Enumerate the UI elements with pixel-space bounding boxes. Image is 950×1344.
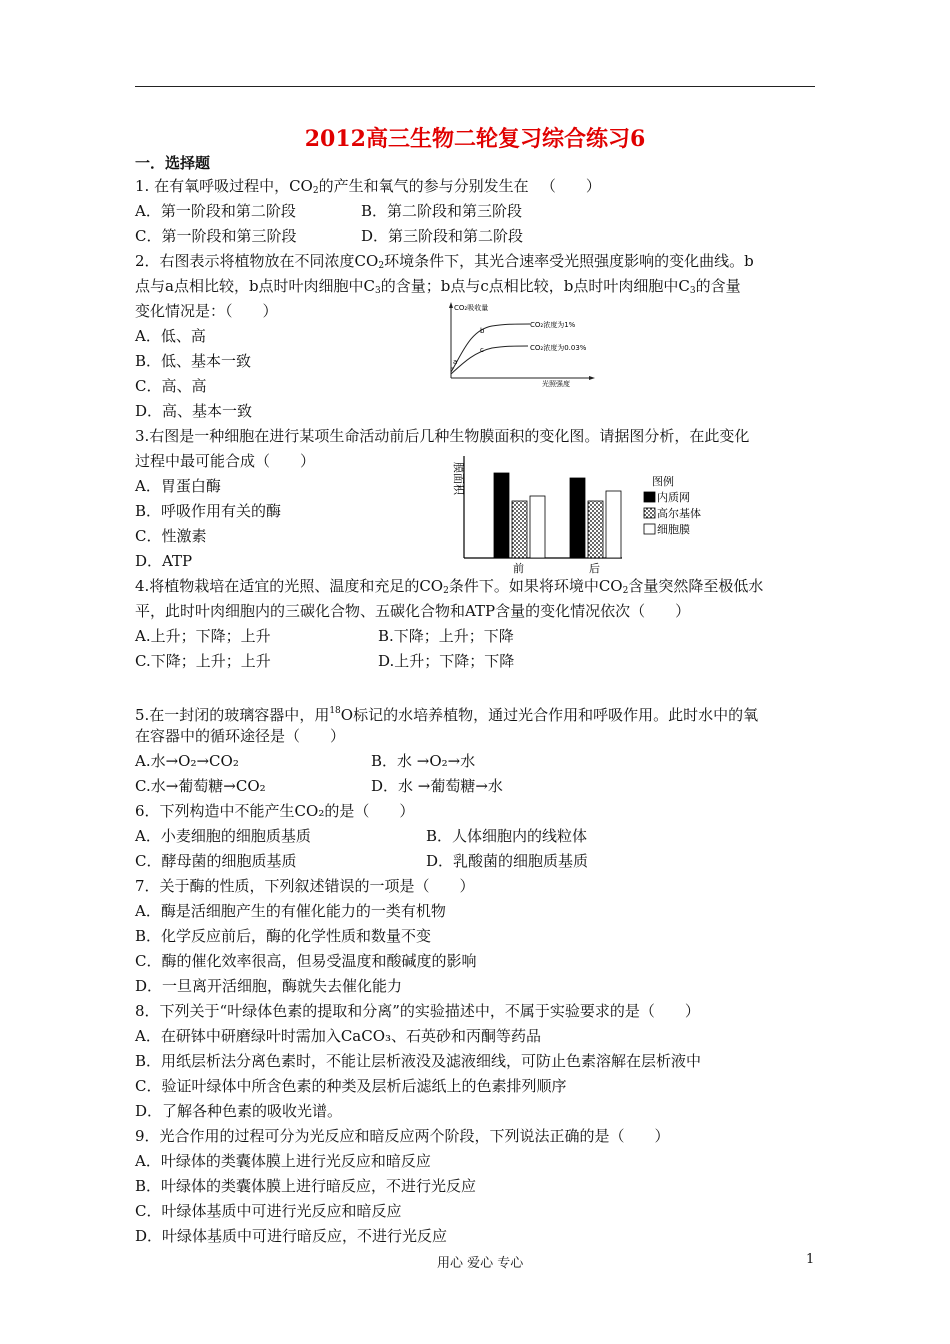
q6-option-a: A．小麦细胞的细胞质基质 (135, 827, 311, 845)
bar-细胞膜-前 (530, 496, 545, 558)
q3-option-c: C．性激素 (135, 527, 207, 545)
q4-stem-line1: 4.将植物栽培在适宜的光照、温度和充足的$CO_2$条件下。如果将环境中$CO_2$含量突然降至极低水 (135, 577, 764, 596)
q8-stem: 8．下列关于“叶绿体色素的提取和分离”的实验描述中，不属于实验要求的是（ ） (135, 1002, 700, 1020)
q5-option-c: C.水→葡萄糖→CO₂ (135, 777, 266, 795)
q4-option-d: D.上升；下降；下降 (378, 652, 515, 670)
q4-option-b: B.下降；上升；下降 (378, 627, 514, 645)
curve-low-label: CO₂浓度为0.03% (530, 344, 587, 352)
q3-option-a: A．胃蛋白酶 (135, 477, 221, 495)
q5-option-b: B．水 →O₂→水 (371, 752, 476, 770)
q5-stem-line1: 5.在一封闭的玻璃容器中，用$^{18}$O标记的水培养植物，通过光合作用和呼吸作用。此时水中的氧 (135, 706, 759, 724)
q3-option-b: B．呼吸作用有关的酶 (135, 502, 282, 520)
q5-stem-line2: 在容器中的循环途径是（ ） (135, 727, 346, 745)
q1-stem: 1. 在有氧呼吸过程中，$CO_2$的产生和氧气的参与分别发生在 （ ） (135, 177, 601, 196)
q1-option-c: C．第一阶段和第三阶段 (135, 227, 297, 245)
q6-option-d: D．乳酸菌的细胞质基质 (426, 852, 589, 870)
q8-option-a: A．在研钵中研磨绿叶时需加入CaCO₃、石英砂和丙酮等药品 (135, 1027, 542, 1045)
category-label: 后 (589, 562, 600, 575)
q3-stem-line2: 过程中最可能合成（ ） (135, 452, 316, 470)
curve-low-co2 (451, 346, 528, 374)
bar-高尔基体-后 (588, 501, 603, 558)
point-b-label: b (480, 327, 485, 335)
q7-option-a: A．酶是活细胞产生的有催化能力的一类有机物 (135, 902, 446, 920)
point-c-label: c (480, 346, 484, 354)
q3-option-d: D．ATP (135, 552, 193, 570)
bar-内质网-后 (570, 478, 585, 558)
footer-center: 用心 爱心 专心 (437, 1256, 524, 1271)
q4-option-c: C.下降；上升；上升 (135, 652, 271, 670)
q7-option-c: C．酶的催化效率很高，但易受温度和酸碱度的影响 (135, 952, 477, 970)
legend-swatch (644, 508, 655, 518)
q2-stem-line1: 2．右图表示将植物放在不同浓度$CO_2$环境条件下，其光合速率受光照强度影响的变化曲线。b (135, 252, 754, 271)
fig1-xlabel: 光照强度 (542, 380, 570, 388)
bar-细胞膜-后 (606, 491, 621, 558)
q7-option-d: D．一旦离开活细胞，酶就失去催化能力 (135, 977, 403, 995)
q5-option-a: A.水→O₂→CO₂ (135, 752, 239, 770)
point-a-label: a (453, 358, 458, 366)
q9-option-d: D．叶绿体基质中可进行暗反应，不进行光反应 (135, 1227, 448, 1245)
q2-option-a: A．低、高 (135, 327, 206, 345)
x-axis-arrow (589, 376, 595, 380)
q4-option-a: A.上升；下降；上升 (135, 627, 271, 645)
q6-option-c: C．酵母菌的细胞质基质 (135, 852, 297, 870)
q2-option-b: B．低、基本一致 (135, 352, 252, 370)
curve-high-label: CO₂浓度为1% (530, 321, 576, 329)
q9-option-a: A．叶绿体的类囊体膜上进行光反应和暗反应 (135, 1152, 431, 1170)
q9-option-c: C．叶绿体基质中可进行光反应和暗反应 (135, 1202, 402, 1220)
q2-option-c: C．高、高 (135, 377, 207, 395)
section-heading: 一．选择题 (135, 154, 211, 172)
y-axis-arrow (449, 302, 453, 308)
legend-label: 内质网 (657, 491, 690, 504)
q3-stem-line1: 3.右图是一种细胞在进行某项生命活动前后几种生物膜面积的变化图。请据图分析，在此变化 (135, 427, 750, 445)
page-title: 2012高三生物二轮复习综合练习6 (304, 126, 646, 152)
q8-option-c: C．验证叶绿体中所含色素的种类及层析后滤纸上的色素排列顺序 (135, 1077, 567, 1095)
q6-option-b: B．人体细胞内的线粒体 (426, 827, 588, 845)
q2-stem-line2: 点与a点相比较，b点时叶肉细胞中$C_3$的含量；b点与c点相比较，b点时叶肉细胞中$C_3$的含量 (135, 277, 741, 296)
q2-stem-line3: 变化情况是：（ ） (135, 302, 278, 320)
category-label: 前 (513, 562, 524, 575)
bar-ylabel: 膜面积 (452, 462, 465, 495)
q8-option-b: B．用纸层析法分离色素时，不能让层析液没及滤液细线，可防止色素溶解在层析液中 (135, 1052, 702, 1070)
header-rule (135, 86, 815, 87)
q7-stem: 7．关于酶的性质，下列叙述错误的一项是（ ） (135, 877, 475, 895)
q2-option-d: D．高、基本一致 (135, 402, 253, 420)
legend-label: 高尔基体 (657, 507, 701, 520)
legend-label: 细胞膜 (657, 523, 690, 536)
q9-option-b: B．叶绿体的类囊体膜上进行暗反应，不进行光反应 (135, 1177, 477, 1195)
q8-option-d: D．了解各种色素的吸收光谱。 (135, 1102, 343, 1120)
co2-curve-figure (440, 298, 600, 388)
bar-内质网-前 (494, 473, 509, 558)
legend-swatch (644, 524, 655, 534)
q6-stem: 6．下列构造中不能产生CO₂的是（ ） (135, 802, 415, 820)
fig1-ylabel: CO₂吸收量 (454, 304, 489, 312)
q1-option-a: A．第一阶段和第二阶段 (135, 202, 296, 220)
q5-option-d: D．水 →葡萄糖→水 (371, 777, 503, 795)
q9-stem: 9．光合作用的过程可分为光反应和暗反应两个阶段，下列说法正确的是（ ） (135, 1127, 670, 1145)
legend-title: 图例 (652, 475, 674, 488)
bar-高尔基体-前 (512, 501, 527, 558)
page-number: 1 (806, 1252, 815, 1267)
q7-option-b: B．化学反应前后，酶的化学性质和数量不变 (135, 927, 432, 945)
q1-option-b: B．第二阶段和第三阶段 (361, 202, 523, 220)
q4-stem-line2: 平，此时叶肉细胞内的三碳化合物、五碳化合物和ATP含量的变化情况依次（ ） (135, 602, 691, 620)
q1-option-d: D．第三阶段和第二阶段 (361, 227, 524, 245)
legend-swatch (644, 492, 655, 502)
membrane-area-bar-chart (448, 450, 728, 576)
